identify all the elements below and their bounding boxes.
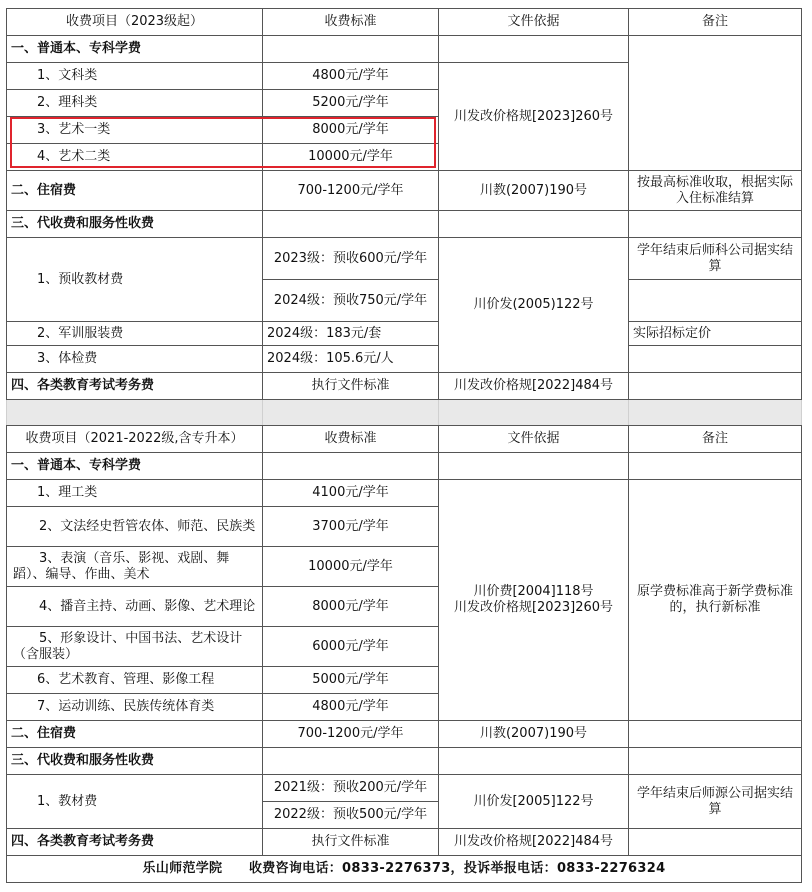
contact-footer: 乐山师范学院 收费咨询电话：0833-2276373，投诉举报电话：0833-2276324 bbox=[7, 856, 802, 883]
t1-item-fee: 10000元/学年 bbox=[263, 144, 439, 171]
t1-header-item: 收费项目（2023级起） bbox=[7, 9, 263, 36]
t2-item-name: 1、理工类 bbox=[7, 480, 263, 507]
t1-item-fee: 8000元/学年 bbox=[263, 117, 439, 144]
t2-item-fee: 4100元/学年 bbox=[263, 480, 439, 507]
fee-document bbox=[6, 8, 801, 883]
t1-section-service bbox=[7, 211, 802, 238]
t1-dorm-note: 按最高标准收取，根据实际入住标准结算 bbox=[629, 171, 802, 211]
t1-tuition-note bbox=[629, 36, 802, 171]
t2-item-name: 4、播音主持、动画、影像、艺术理论 bbox=[7, 587, 263, 627]
table-row bbox=[7, 238, 802, 280]
t2-service-doc: 川价发[2005]122号 bbox=[439, 775, 629, 829]
t1-uniform-name: 2、军训服装费 bbox=[7, 322, 263, 346]
t2-item-fee: 4800元/学年 bbox=[263, 694, 439, 721]
t2-item-name: 7、运动训练、民族传统体育类 bbox=[7, 694, 263, 721]
t1-exam-fee-standard: 执行文件标准 bbox=[263, 373, 439, 400]
t2-tuition-doc-b: 川发改价格规[2023]260号 bbox=[453, 600, 614, 615]
footer-row bbox=[7, 856, 802, 883]
t2-header-item: 收费项目（2021-2022级,含专升本） bbox=[7, 426, 263, 453]
t2-header-fee: 收费标准 bbox=[263, 426, 439, 453]
t2-header-note: 备注 bbox=[629, 426, 802, 453]
t2-header-doc: 文件依据 bbox=[439, 426, 629, 453]
t2-tuition-doc-a: 川价费[2004]118号 bbox=[473, 584, 594, 599]
t2-textbook-fee-2021: 2021级：预收200元/学年 bbox=[263, 775, 439, 802]
t2-textbook-name: 1、教材费 bbox=[7, 775, 263, 829]
table-row bbox=[7, 322, 802, 346]
t2-service-title: 三、代收费和服务性收费 bbox=[7, 748, 263, 775]
t2-dorm-fee: 700-1200元/学年 bbox=[263, 721, 439, 748]
t1-header-note: 备注 bbox=[629, 9, 802, 36]
t1-service-title: 三、代收费和服务性收费 bbox=[7, 211, 263, 238]
t2-exam-fee-standard: 执行文件标准 bbox=[263, 829, 439, 856]
t2-item-fee: 10000元/学年 bbox=[263, 547, 439, 587]
t1-dorm-fee: 700-1200元/学年 bbox=[263, 171, 439, 211]
t1-uniform-fee: 2024级：183元/套 bbox=[263, 322, 439, 346]
t1-textbook-name: 1、预收教材费 bbox=[7, 238, 263, 322]
t1-textbook-note: 学年结束后师科公司据实结算 bbox=[629, 238, 802, 280]
t2-dorm-title: 二、住宿费 bbox=[7, 721, 263, 748]
t1-dorm-doc: 川教(2007)190号 bbox=[439, 171, 629, 211]
t2-section-tuition-title: 一、普通本、专科学费 bbox=[7, 453, 263, 480]
t1-item-name: 2、理科类 bbox=[7, 90, 263, 117]
t2-item-name: 3、表演（音乐、影视、戏剧、舞蹈）、编导、作曲、美术 bbox=[7, 547, 263, 587]
table-row bbox=[7, 775, 802, 802]
t1-dorm-title: 二、住宿费 bbox=[7, 171, 263, 211]
t1-header-fee: 收费标准 bbox=[263, 9, 439, 36]
t1-uniform-note: 实际招标定价 bbox=[629, 322, 802, 346]
t1-item-fee: 5200元/学年 bbox=[263, 90, 439, 117]
t1-section-tuition-title: 一、普通本、专科学费 bbox=[7, 36, 263, 63]
t2-item-fee: 5000元/学年 bbox=[263, 667, 439, 694]
t2-item-fee: 8000元/学年 bbox=[263, 587, 439, 627]
t2-header-row bbox=[7, 426, 802, 453]
t1-exam-name: 3、体检费 bbox=[7, 346, 263, 373]
t1-header-row bbox=[7, 9, 802, 36]
t2-textbook-fee-2022: 2022级：预收500元/学年 bbox=[263, 802, 439, 829]
t1-section-exam-fee bbox=[7, 373, 802, 400]
t2-item-name: 2、文法经史哲管农体、师范、民族类 bbox=[7, 507, 263, 547]
table-spacer bbox=[7, 400, 802, 426]
t1-exam-fee: 2024级：105.6元/人 bbox=[263, 346, 439, 373]
t2-tuition-note: 原学费标准高于新学费标准的，执行新标准 bbox=[629, 480, 802, 721]
t2-dorm-doc: 川教(2007)190号 bbox=[439, 721, 629, 748]
t1-section-dorm bbox=[7, 171, 802, 211]
t2-exam-fee-doc: 川发改价格规[2022]484号 bbox=[439, 829, 629, 856]
t2-item-name: 5、形象设计、中国书法、艺术设计（含服装） bbox=[7, 627, 263, 667]
t2-item-fee: 6000元/学年 bbox=[263, 627, 439, 667]
t1-item-fee: 4800元/学年 bbox=[263, 63, 439, 90]
t2-tuition-doc bbox=[439, 480, 629, 721]
t2-exam-fee-title: 四、各类教育考试考务费 bbox=[7, 829, 263, 856]
table-row bbox=[7, 480, 802, 507]
t2-textbook-note: 学年结束后师源公司据实结算 bbox=[629, 775, 802, 829]
t1-item-name: 4、艺术二类 bbox=[7, 144, 263, 171]
t1-exam-fee-doc: 川发改价格规[2022]484号 bbox=[439, 373, 629, 400]
t2-item-fee: 3700元/学年 bbox=[263, 507, 439, 547]
fee-table bbox=[6, 8, 802, 883]
t2-section-service bbox=[7, 748, 802, 775]
t1-textbook-fee-2024: 2024级：预收750元/学年 bbox=[263, 280, 439, 322]
t2-item-name: 6、艺术教育、管理、影像工程 bbox=[7, 667, 263, 694]
t1-exam-fee-title: 四、各类教育考试考务费 bbox=[7, 373, 263, 400]
table-row bbox=[7, 346, 802, 373]
t1-section-tuition bbox=[7, 36, 802, 63]
t2-section-dorm bbox=[7, 721, 802, 748]
t1-service-doc: 川价发(2005)122号 bbox=[439, 238, 629, 373]
t2-section-tuition bbox=[7, 453, 802, 480]
t1-header-doc: 文件依据 bbox=[439, 9, 629, 36]
t1-tuition-doc: 川发改价格规[2023]260号 bbox=[439, 63, 629, 171]
t1-item-name: 1、文科类 bbox=[7, 63, 263, 90]
t1-textbook-fee-2023: 2023级：预收600元/学年 bbox=[263, 238, 439, 280]
t2-section-exam-fee bbox=[7, 829, 802, 856]
t1-item-name: 3、艺术一类 bbox=[7, 117, 263, 144]
